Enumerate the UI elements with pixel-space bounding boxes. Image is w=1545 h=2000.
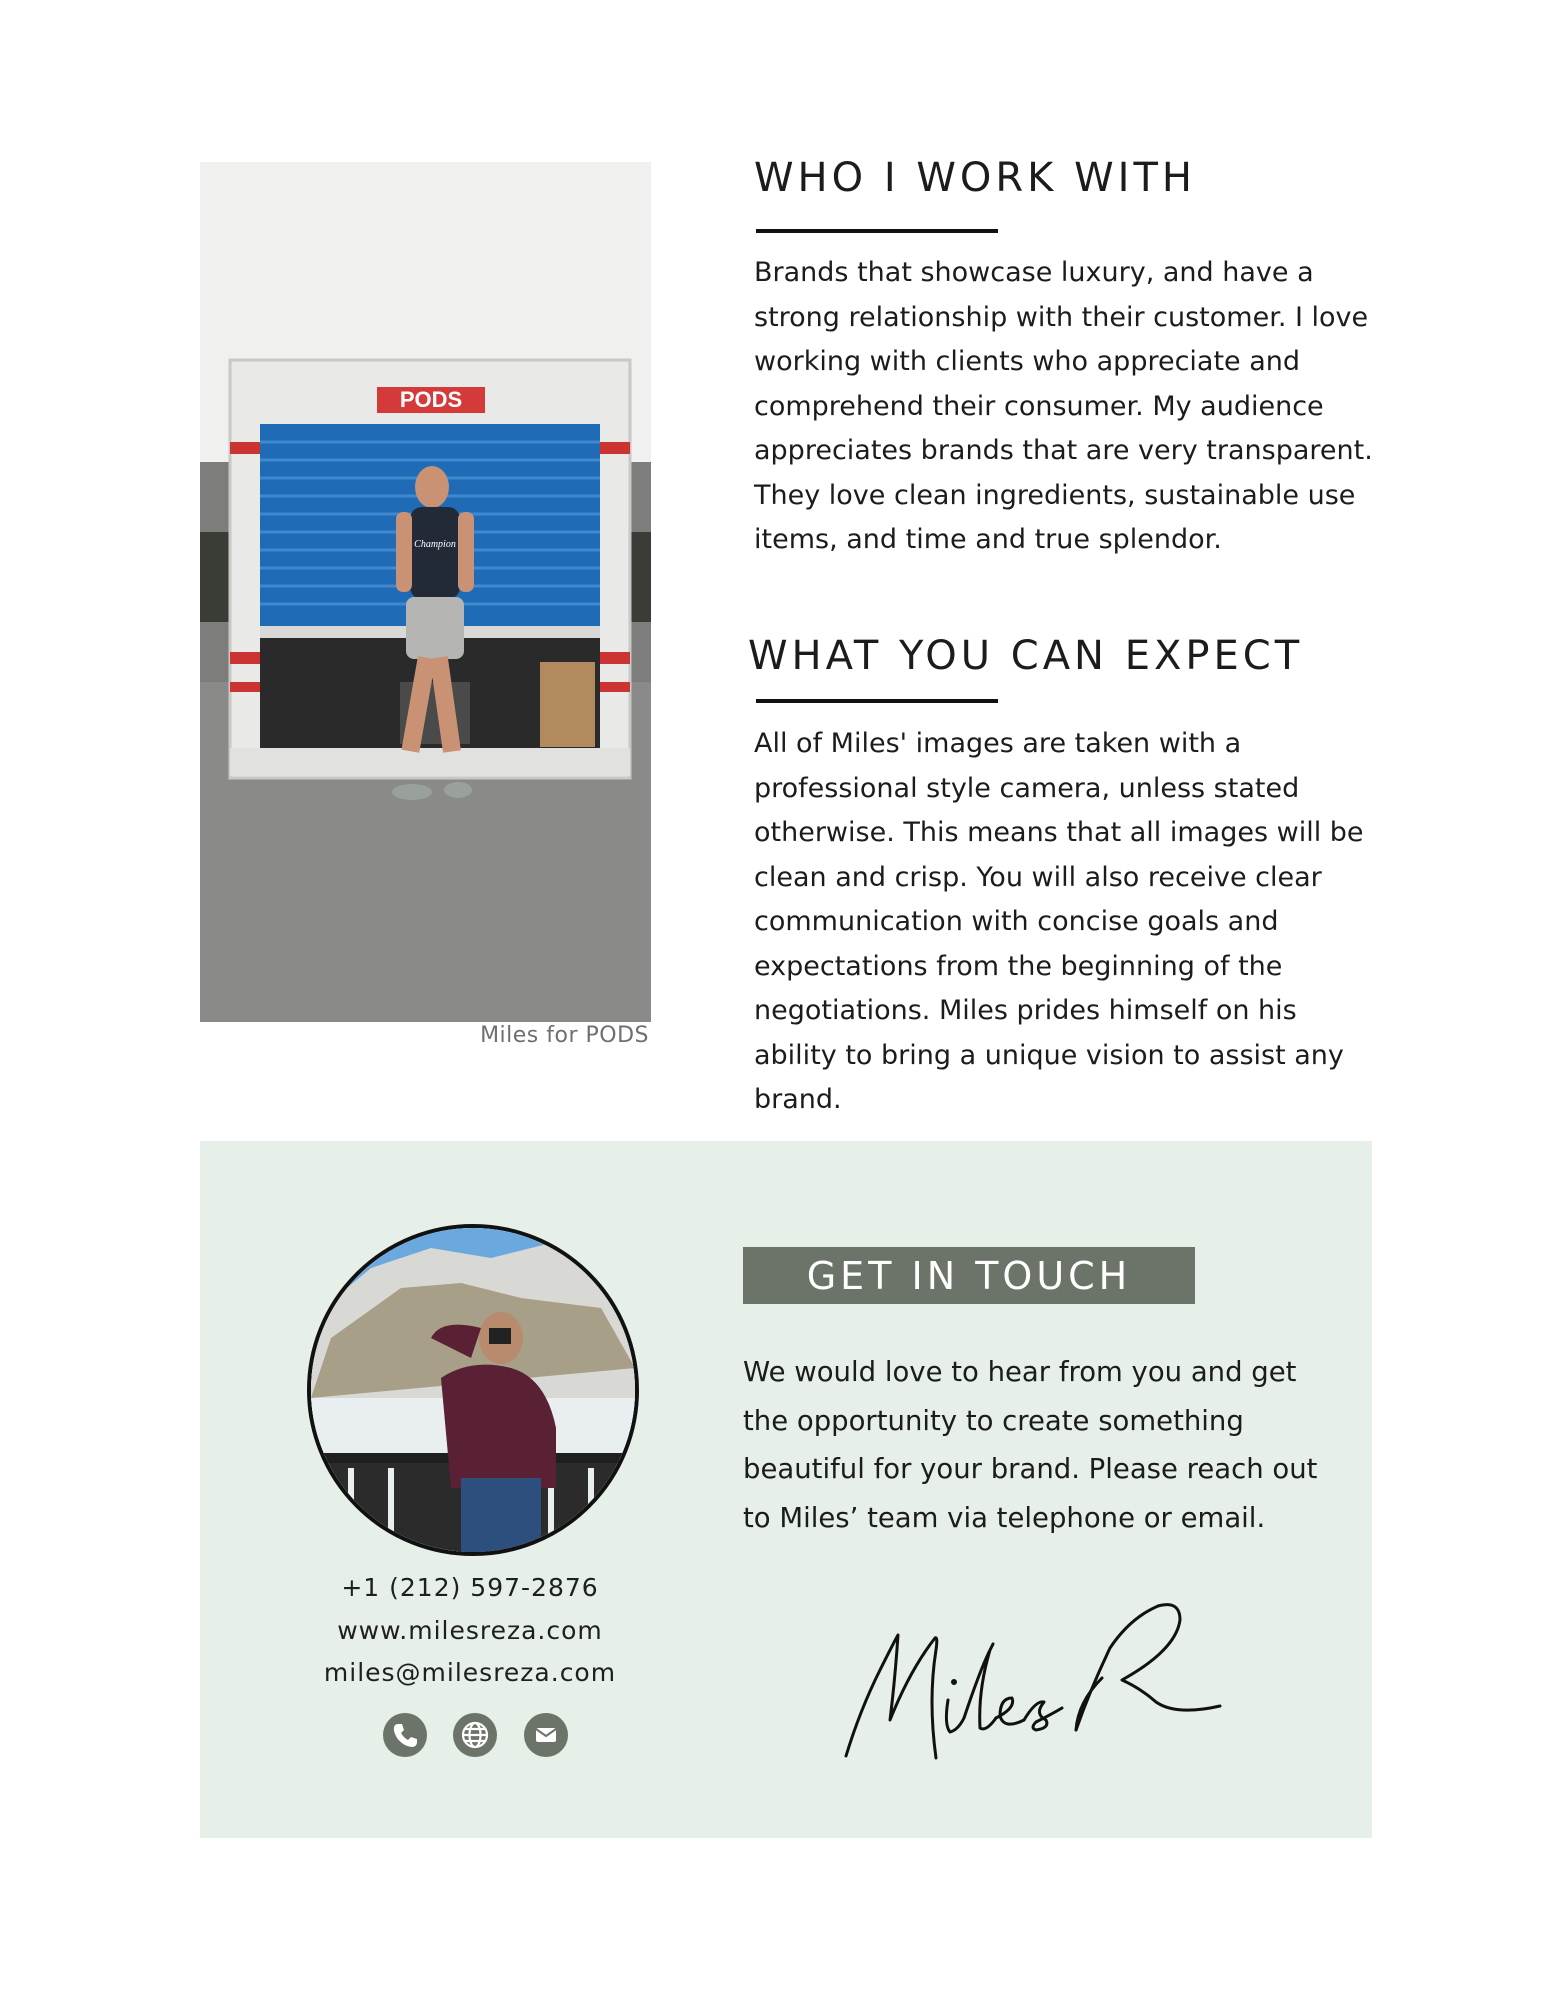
heading-underline [756,699,998,703]
who-i-work-with-heading: WHO I WORK WITH [754,155,1196,201]
phone-number[interactable]: +1 (212) 597-2876 [341,1573,599,1602]
get-in-touch-banner: GET IN TOUCH [743,1247,1195,1304]
website-link[interactable]: www.milesreza.com [337,1616,603,1645]
photo-caption: Miles for PODS [480,1023,649,1048]
shirt-logo-text: Champion [414,539,456,550]
get-in-touch-text: We would love to hear from you and get the opportunity to create something beautiful for your brand. Please reach out to Miles’ team via telephone or email. [743,1356,1318,1534]
globe-icon[interactable] [453,1713,497,1757]
signature [840,1590,1260,1770]
phone-icon[interactable] [383,1713,427,1757]
who-i-work-with-text: Brands that showcase luxury, and have a strong relationship with their customer. I love working with clients who appreciate and comprehend their consumer. My audience appreciates brands that are very transparent. They love clean ingredients, sustainable use items, and time and true splendor. [754,257,1373,555]
what-you-can-expect-heading: WHAT YOU CAN EXPECT [748,633,1304,679]
pods-sign-text: PODS [399,387,463,412]
pods-photo [200,162,651,1022]
email-link[interactable]: miles@milesreza.com [323,1658,617,1687]
portrait-photo [307,1224,639,1556]
what-you-can-expect-text: All of Miles' images are taken with a professional style camera, unless stated otherwise. This means that all images will be clean and crisp. You will also receive clear communication with concise goals and expectations from the beginning of the negotiations. Miles prides himself on his ability to bring a unique vision to assist any brand. [754,728,1364,1115]
mail-icon[interactable] [524,1713,568,1757]
heading-underline [756,229,998,233]
